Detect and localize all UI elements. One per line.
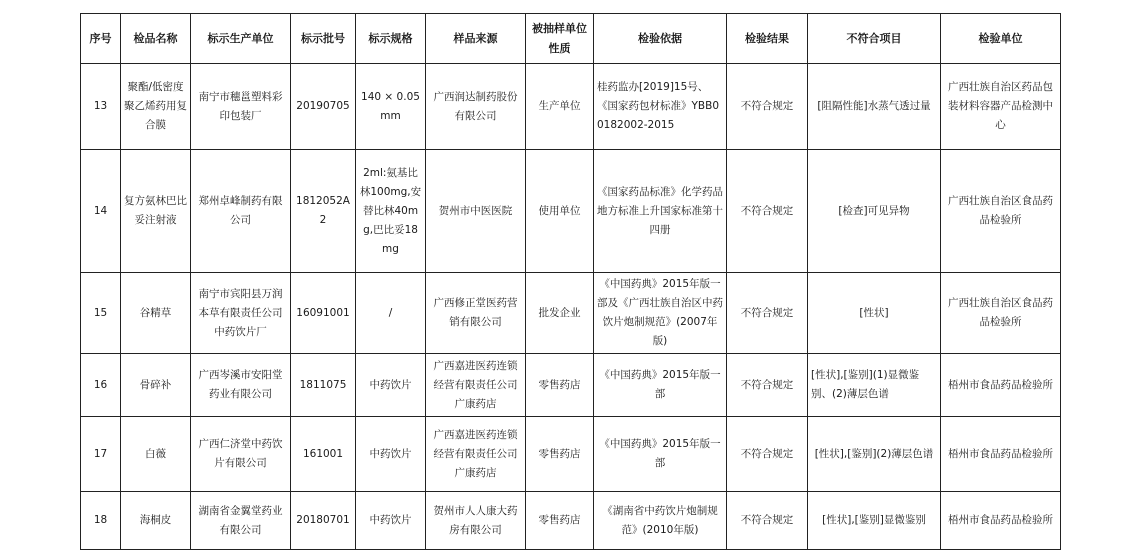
cell-nature: 使用单位 bbox=[526, 150, 594, 273]
cell-result: 不符合规定 bbox=[727, 150, 808, 273]
cell-result: 不符合规定 bbox=[727, 492, 808, 550]
cell-result: 不符合规定 bbox=[727, 417, 808, 492]
cell-no: 14 bbox=[81, 150, 121, 273]
cell-spec: 140 × 0.05mm bbox=[356, 64, 426, 150]
cell-basis: 《中国药典》2015年版一部 bbox=[594, 417, 727, 492]
cell-name: 谷精草 bbox=[121, 273, 191, 354]
header-nature: 被抽样单位性质 bbox=[526, 14, 594, 64]
cell-item: [性状],[鉴别]显微鉴别 bbox=[808, 492, 941, 550]
cell-result: 不符合规定 bbox=[727, 64, 808, 150]
cell-basis: 《中国药典》2015年版一部 bbox=[594, 354, 727, 417]
cell-name: 复方氨林巴比妥注射液 bbox=[121, 150, 191, 273]
cell-spec: 中药饮片 bbox=[356, 492, 426, 550]
table-row bbox=[81, 273, 1061, 354]
cell-result: 不符合规定 bbox=[727, 273, 808, 354]
header-basis: 检验依据 bbox=[594, 14, 727, 64]
cell-lab: 梧州市食品药品检验所 bbox=[941, 492, 1061, 550]
header-no: 序号 bbox=[81, 14, 121, 64]
cell-lab: 梧州市食品药品检验所 bbox=[941, 417, 1061, 492]
header-name: 检品名称 bbox=[121, 14, 191, 64]
cell-nature: 批发企业 bbox=[526, 273, 594, 354]
cell-name: 聚酯/低密度聚乙烯药用复合膜 bbox=[121, 64, 191, 150]
cell-basis: 《中国药典》2015年版一部及《广西壮族自治区中药饮片炮制规范》(2007年版) bbox=[594, 273, 727, 354]
table-row bbox=[81, 417, 1061, 492]
cell-basis: 《湖南省中药饮片炮制规范》(2010年版) bbox=[594, 492, 727, 550]
table-row bbox=[81, 64, 1061, 150]
cell-item: [性状],[鉴别](1)显微鉴别、(2)薄层色谱 bbox=[808, 354, 941, 417]
cell-result: 不符合规定 bbox=[727, 354, 808, 417]
cell-manufacturer: 广西岑溪市安阳堂药业有限公司 bbox=[191, 354, 291, 417]
cell-lab: 广西壮族自治区药品包装材料容器产品检测中心 bbox=[941, 64, 1061, 150]
header-source: 样品来源 bbox=[426, 14, 526, 64]
cell-lab: 广西壮族自治区食品药品检验所 bbox=[941, 150, 1061, 273]
cell-source: 贺州市人人康大药房有限公司 bbox=[426, 492, 526, 550]
cell-item: [检查]可见异物 bbox=[808, 150, 941, 273]
cell-nature: 生产单位 bbox=[526, 64, 594, 150]
cell-manufacturer: 南宁市穗邕塑料彩印包装厂 bbox=[191, 64, 291, 150]
cell-item: [性状],[鉴别](2)薄层色谱 bbox=[808, 417, 941, 492]
cell-no: 18 bbox=[81, 492, 121, 550]
cell-source: 广西润达制药股份有限公司 bbox=[426, 64, 526, 150]
cell-item: [阻隔性能]水蒸气透过量 bbox=[808, 64, 941, 150]
cell-item: [性状] bbox=[808, 273, 941, 354]
header-lab: 检验单位 bbox=[941, 14, 1061, 64]
cell-manufacturer: 湖南省金翼堂药业有限公司 bbox=[191, 492, 291, 550]
cell-nature: 零售药店 bbox=[526, 492, 594, 550]
cell-batch: 1812052A2 bbox=[291, 150, 356, 273]
cell-nature: 零售药店 bbox=[526, 354, 594, 417]
cell-source: 广西嘉进医药连锁经营有限责任公司广康药店 bbox=[426, 354, 526, 417]
cell-source: 贺州市中医医院 bbox=[426, 150, 526, 273]
document-page bbox=[80, 13, 1061, 550]
table-header-row bbox=[81, 14, 1061, 64]
table-row bbox=[81, 354, 1061, 417]
cell-no: 17 bbox=[81, 417, 121, 492]
cell-batch: 1811075 bbox=[291, 354, 356, 417]
cell-name: 骨碎补 bbox=[121, 354, 191, 417]
cell-batch: 20180701 bbox=[291, 492, 356, 550]
header-batch: 标示批号 bbox=[291, 14, 356, 64]
cell-manufacturer: 郑州卓峰制药有限公司 bbox=[191, 150, 291, 273]
cell-batch: 161001 bbox=[291, 417, 356, 492]
cell-spec: / bbox=[356, 273, 426, 354]
cell-name: 白薇 bbox=[121, 417, 191, 492]
cell-nature: 零售药店 bbox=[526, 417, 594, 492]
cell-basis: 《国家药品标准》化学药品地方标准上升国家标准第十四册 bbox=[594, 150, 727, 273]
cell-source: 广西嘉进医药连锁经营有限责任公司广康药店 bbox=[426, 417, 526, 492]
cell-batch: 16091001 bbox=[291, 273, 356, 354]
cell-no: 15 bbox=[81, 273, 121, 354]
header-spec: 标示规格 bbox=[356, 14, 426, 64]
cell-name: 海桐皮 bbox=[121, 492, 191, 550]
cell-lab: 梧州市食品药品检验所 bbox=[941, 354, 1061, 417]
cell-batch: 20190705 bbox=[291, 64, 356, 150]
header-result: 检验结果 bbox=[727, 14, 808, 64]
cell-spec: 中药饮片 bbox=[356, 417, 426, 492]
cell-lab: 广西壮族自治区食品药品检验所 bbox=[941, 273, 1061, 354]
cell-spec: 2ml:氨基比林100mg,安替比林40mg,巴比妥18mg bbox=[356, 150, 426, 273]
cell-manufacturer: 广西仁济堂中药饮片有限公司 bbox=[191, 417, 291, 492]
header-item: 不符合项目 bbox=[808, 14, 941, 64]
inspection-results-table bbox=[80, 13, 1061, 550]
header-manufacturer: 标示生产单位 bbox=[191, 14, 291, 64]
table-row bbox=[81, 150, 1061, 273]
cell-basis: 桂药监办[2019]15号、《国家药包材标准》YBB00182002-2015 bbox=[594, 64, 727, 150]
cell-no: 13 bbox=[81, 64, 121, 150]
cell-no: 16 bbox=[81, 354, 121, 417]
cell-source: 广西修正堂医药营销有限公司 bbox=[426, 273, 526, 354]
cell-manufacturer: 南宁市宾阳县万润本草有限责任公司中药饮片厂 bbox=[191, 273, 291, 354]
cell-spec: 中药饮片 bbox=[356, 354, 426, 417]
table-row bbox=[81, 492, 1061, 550]
